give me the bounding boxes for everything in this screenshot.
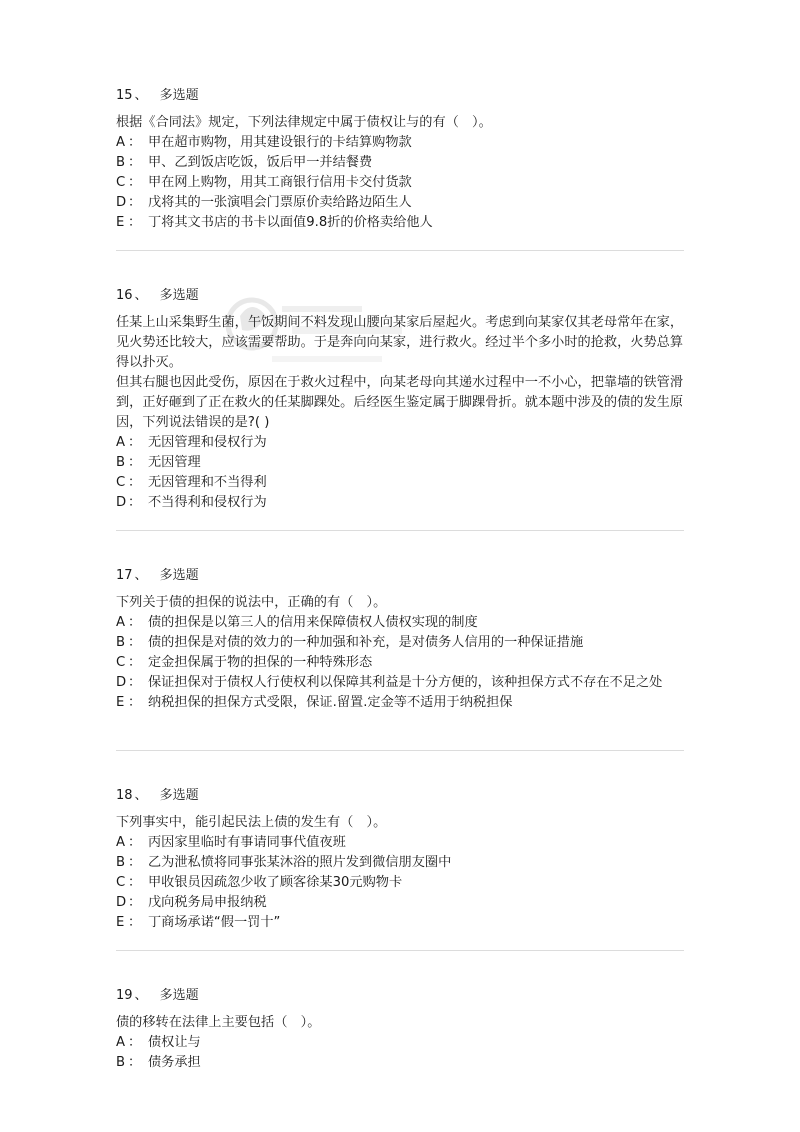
option-colon: ： bbox=[128, 835, 142, 850]
option-colon: ： bbox=[128, 1035, 142, 1050]
option-e[interactable] bbox=[116, 913, 686, 933]
option-d[interactable] bbox=[116, 673, 686, 693]
option-colon: ： bbox=[128, 195, 142, 210]
question-divider bbox=[116, 950, 684, 951]
option-text: 无因管理和不当得利 bbox=[148, 475, 267, 490]
option-colon: ： bbox=[128, 895, 142, 910]
question-stem: 但其右腿也因此受伤，原因在于救火过程中，向某老母向其递水过程中一不小心，把靠墙的铁管滑到，正好砸到了正在救火的任某脚踝处。后经医生鉴定属于脚踝骨折。就本题中涉及的债的发生原因，下列说法错误的是?( ) bbox=[116, 375, 684, 430]
option-b[interactable] bbox=[116, 153, 686, 173]
option-letter: E bbox=[116, 915, 125, 930]
option-letter: A bbox=[116, 135, 126, 150]
question-separator: 、 bbox=[134, 288, 148, 303]
option-letter: A bbox=[116, 835, 126, 850]
option-letter: B bbox=[116, 635, 126, 650]
option-d[interactable] bbox=[116, 193, 686, 213]
question-18 bbox=[116, 786, 686, 933]
option-a[interactable] bbox=[116, 1033, 686, 1053]
option-letter: C bbox=[116, 175, 126, 190]
question-19 bbox=[116, 986, 686, 1073]
option-colon: ： bbox=[128, 435, 142, 450]
question-stem: 下列关于债的担保的说法中，正确的有（ ）。 bbox=[116, 595, 387, 610]
option-e[interactable] bbox=[116, 693, 686, 713]
question-15 bbox=[116, 86, 686, 233]
question-number: 19 bbox=[116, 988, 133, 1003]
option-colon: ： bbox=[128, 475, 142, 490]
question-divider bbox=[116, 250, 684, 251]
option-a[interactable] bbox=[116, 613, 686, 633]
option-colon: ： bbox=[128, 215, 142, 230]
question-header bbox=[116, 566, 686, 586]
question-stem: 下列事实中，能引起民法上债的发生有（ ）。 bbox=[116, 815, 387, 830]
option-text: 戊向税务局申报纳税 bbox=[148, 895, 267, 910]
option-letter: E bbox=[116, 695, 125, 710]
option-text: 丙因家里临时有事请同事代值夜班 bbox=[148, 835, 346, 850]
option-letter: A bbox=[116, 615, 126, 630]
option-d[interactable] bbox=[116, 893, 686, 913]
option-text: 不当得利和侵权行为 bbox=[148, 495, 267, 510]
option-text: 甲在网上购物，用其工商银行信用卡交付货款 bbox=[148, 175, 412, 190]
question-stem: 任某上山采集野生菌，午饭期间不料发现山腰向某家后屋起火。考虑到向某家仅其老母常年在家，见火势还比较大，应该需要帮助。于是奔向向某家，进行救火。经过半个多小时的抢救，火势总算得以扑灭。 bbox=[116, 315, 684, 370]
option-colon: ： bbox=[128, 495, 142, 510]
question-16 bbox=[116, 286, 686, 513]
question-header bbox=[116, 86, 686, 106]
option-letter: C bbox=[116, 655, 126, 670]
option-e[interactable] bbox=[116, 213, 686, 233]
option-colon: ： bbox=[128, 175, 142, 190]
option-text: 纳税担保的担保方式受限，保证.留置.定金等不适用于纳税担保 bbox=[148, 695, 513, 710]
option-colon: ： bbox=[128, 915, 142, 930]
question-type: 多选题 bbox=[159, 988, 199, 1003]
option-letter: C bbox=[116, 475, 126, 490]
option-d[interactable] bbox=[116, 493, 686, 513]
option-c[interactable] bbox=[116, 173, 686, 193]
option-text: 乙为泄私愤将同事张某沐浴的照片发到微信朋友圈中 bbox=[148, 855, 452, 870]
option-b[interactable] bbox=[116, 633, 686, 653]
option-text: 债务承担 bbox=[148, 1055, 201, 1070]
option-colon: ： bbox=[128, 135, 142, 150]
option-letter: B bbox=[116, 155, 126, 170]
option-colon: ： bbox=[128, 635, 142, 650]
option-colon: ： bbox=[128, 855, 142, 870]
option-letter: A bbox=[116, 435, 126, 450]
option-text: 无因管理和侵权行为 bbox=[148, 435, 267, 450]
option-text: 戊将其的一张演唱会门票原价卖给路边陌生人 bbox=[148, 195, 412, 210]
option-c[interactable] bbox=[116, 473, 686, 493]
question-type: 多选题 bbox=[159, 288, 199, 303]
option-letter: E bbox=[116, 215, 125, 230]
question-stem: 债的移转在法律上主要包括（ ）。 bbox=[116, 1015, 321, 1030]
option-letter: B bbox=[116, 855, 126, 870]
question-separator: 、 bbox=[134, 568, 148, 583]
question-number: 15 bbox=[116, 88, 133, 103]
option-letter: D bbox=[116, 895, 127, 910]
option-b[interactable] bbox=[116, 853, 686, 873]
option-text: 丁将其文书店的书卡以面值9.8折的价格卖给他人 bbox=[148, 215, 433, 230]
option-letter: D bbox=[116, 195, 127, 210]
option-text: 债的担保是以第三人的信用来保障债权人债权实现的制度 bbox=[148, 615, 478, 630]
option-text: 丁商场承诺“假一罚十” bbox=[148, 915, 281, 930]
question-divider bbox=[116, 530, 684, 531]
option-text: 无因管理 bbox=[148, 455, 201, 470]
option-letter: D bbox=[116, 675, 127, 690]
option-letter: D bbox=[116, 495, 127, 510]
option-text: 债的担保是对债的效力的一种加强和补充，是对债务人信用的一种保证措施 bbox=[148, 635, 584, 650]
question-17 bbox=[116, 566, 686, 713]
option-c[interactable] bbox=[116, 873, 686, 893]
question-number: 16 bbox=[116, 288, 133, 303]
question-separator: 、 bbox=[134, 788, 148, 803]
option-colon: ： bbox=[128, 655, 142, 670]
option-letter: B bbox=[116, 1055, 126, 1070]
option-colon: ： bbox=[128, 695, 142, 710]
question-separator: 、 bbox=[134, 88, 148, 103]
option-b[interactable] bbox=[116, 453, 686, 473]
option-colon: ： bbox=[128, 1055, 142, 1070]
option-text: 定金担保属于物的担保的一种特殊形态 bbox=[148, 655, 373, 670]
question-header bbox=[116, 786, 686, 806]
option-text: 甲收银员因疏忽少收了顾客徐某30元购物卡 bbox=[148, 875, 403, 890]
option-letter: C bbox=[116, 875, 126, 890]
option-a[interactable] bbox=[116, 433, 686, 453]
option-a[interactable] bbox=[116, 133, 686, 153]
option-text: 债权让与 bbox=[148, 1035, 201, 1050]
question-type: 多选题 bbox=[159, 788, 199, 803]
option-colon: ： bbox=[128, 155, 142, 170]
option-text: 甲在超市购物，用其建设银行的卡结算购物款 bbox=[148, 135, 412, 150]
question-type: 多选题 bbox=[159, 88, 199, 103]
question-divider bbox=[116, 750, 684, 751]
option-colon: ： bbox=[128, 875, 142, 890]
option-letter: A bbox=[116, 1035, 126, 1050]
option-text: 保证担保对于债权人行使权利以保障其利益是十分方便的，该种担保方式不存在不足之处 bbox=[148, 675, 663, 690]
question-header bbox=[116, 286, 686, 306]
question-number: 17 bbox=[116, 568, 133, 583]
question-separator: 、 bbox=[134, 988, 148, 1003]
option-a[interactable] bbox=[116, 833, 686, 853]
option-c[interactable] bbox=[116, 653, 686, 673]
option-colon: ： bbox=[128, 615, 142, 630]
question-header bbox=[116, 986, 686, 1006]
question-number: 18 bbox=[116, 788, 133, 803]
question-stem: 根据《合同法》规定，下列法律规定中属于债权让与的有（ ）。 bbox=[116, 115, 492, 130]
option-colon: ： bbox=[128, 455, 142, 470]
option-colon: ： bbox=[128, 675, 142, 690]
option-letter: B bbox=[116, 455, 126, 470]
option-text: 甲、乙到饭店吃饭，饭后甲一并结餐费 bbox=[148, 155, 373, 170]
question-type: 多选题 bbox=[159, 568, 199, 583]
option-b[interactable] bbox=[116, 1053, 686, 1073]
